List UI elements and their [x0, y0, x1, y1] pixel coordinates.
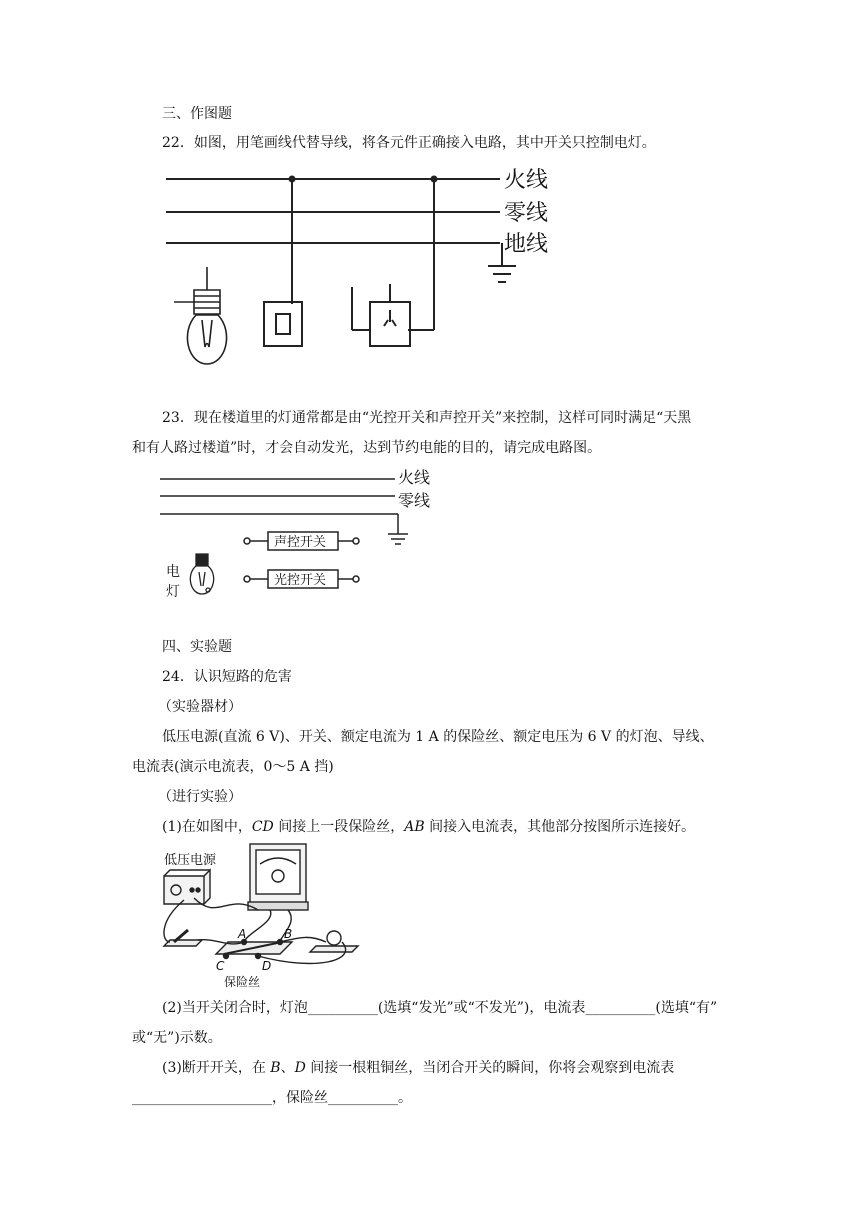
lamp-label-1: 电 — [166, 564, 180, 580]
q23-circuit-figure — [150, 462, 450, 602]
label-B: B — [284, 927, 293, 941]
section-title-experiment: 四、实验题 — [162, 639, 232, 655]
light-bulb-icon — [174, 267, 227, 364]
step-1-text: (1)在如图中，CD 间接上一段保险丝，AB 间接入电流表，其他部分按图所示连接好。 — [162, 819, 696, 835]
step-3-line-2: ____________________，保险丝__________。 — [132, 1090, 412, 1106]
step-3-line-1: (3)断开开关，在 B、D 间接一根粗铜丝，当闭合开关的瞬间，你将会观察到电流表 — [162, 1060, 675, 1076]
step-2-line-1: (2)当开关闭合时，灯泡__________(选填“发光”或“不发光”)，电流表__________(选填“有” — [162, 1000, 718, 1016]
label-A: A — [238, 927, 247, 941]
neutral-label: 零线 — [504, 201, 549, 226]
neutral-label-23: 零线 — [398, 491, 431, 510]
step-2-line-2: 或“无”)示数。 — [132, 1030, 222, 1046]
materials-line-2: 电流表(演示电流表，0～5 A 挡) — [132, 759, 334, 775]
question-23-text-1: 23．现在楼道里的灯通常都是由“光控开关和声控开关”来控制，这样可同时满足“天黑 — [162, 410, 692, 426]
materials-line-1: 低压电源(直流 6 V)、开关、额定电流为 1 A 的保险丝、额定电压为 6 V 的灯泡、导线、 — [162, 729, 714, 745]
question-22-text: 22．如图，用笔画线代替导线，将各元件正确接入电路，其中开关只控制电灯。 — [162, 135, 656, 151]
lamp-icon — [190, 554, 213, 594]
q22-circuit-figure — [150, 162, 570, 382]
sound-switch-label: 声控开关 — [274, 535, 327, 550]
live-label: 火线 — [504, 168, 549, 193]
ground-label: 地线 — [504, 232, 549, 257]
label-D: D — [262, 959, 272, 973]
light-switch-label: 光控开关 — [274, 573, 327, 588]
q24-apparatus-figure — [158, 842, 368, 992]
label-C: C — [216, 959, 225, 973]
question-23-text-2: 和有人路过楼道”时，才会自动发光，达到节约电能的目的，请完成电路图。 — [132, 440, 602, 456]
procedure-heading: （进行实验） — [158, 789, 242, 805]
fuse-label: 保险丝 — [224, 975, 261, 989]
lamp-label-2: 灯 — [166, 584, 180, 600]
live-label-23: 火线 — [398, 468, 431, 487]
materials-heading: （实验器材） — [158, 699, 242, 715]
question-24-title: 24．认识短路的危害 — [162, 669, 292, 685]
power-supply-label: 低压电源 — [164, 853, 217, 868]
section-title-drawing: 三、作图题 — [162, 106, 232, 122]
